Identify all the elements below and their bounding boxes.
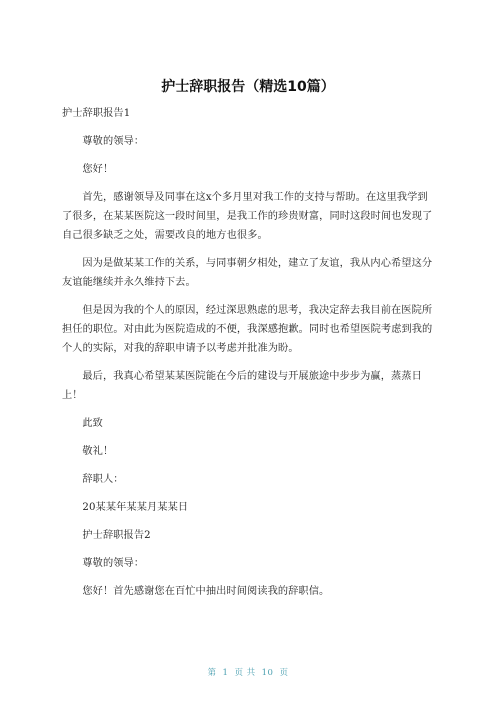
document-title: 护士辞职报告（精选10篇） [161,79,335,95]
paragraph-11: 20某某年某某月某某日 [82,502,189,513]
paragraph-4: 首先，感谢领导及同事在这x个多月里对我工作的支持与帮助。在这里我学到了很多，在某某医院这一段时间里，是我工作的珍贵财富，同时这段时间也发现了自己很多缺乏之处，需要改良的地方也很多。 [62,192,433,241]
paragraph-5: 因为是做某某工作的关系，与同事朝夕相处，建立了友谊，我从内心希望这分友谊能继续并永久维持下去。 [62,258,433,288]
footer-page-number: 1 [222,668,229,678]
document-body [62,104,434,610]
paragraph-8: 此致 [82,418,103,429]
footer-middle: 页 共 [234,668,256,678]
footer-suffix: 页 [279,668,289,678]
paragraph-9: 敬礼！ [82,446,114,457]
paragraph-1: 护士辞职报告1 [62,108,131,119]
paragraph-10: 辞职人： [82,474,124,485]
paragraph-13: 尊敬的领导： [82,558,145,569]
footer-total-pages: 10 [261,668,274,678]
page-footer [0,666,496,678]
paragraph-14: 您好！首先感谢您在百忙中抽出时间阅读我的辞职信。 [82,586,330,597]
paragraph-7: 最后，我真心希望某某医院能在今后的建设与开展旅途中步步为赢，蒸蒸日上！ [62,371,422,401]
paragraph-2: 尊敬的领导： [82,136,145,147]
paragraph-6: 但是因为我的个人的原因，经过深思熟虑的思考，我决定辞去我目前在医院所担任的职位。对由此为医院造成的不便，我深感抱歉。同时也希望医院考虑到我的个人的实际，对我的辞职申请予以考虑并批准为盼。 [62,305,433,354]
paragraph-12: 护士辞职报告2 [82,530,151,541]
footer-prefix: 第 [207,668,217,678]
paragraph-3: 您好！ [82,164,114,175]
